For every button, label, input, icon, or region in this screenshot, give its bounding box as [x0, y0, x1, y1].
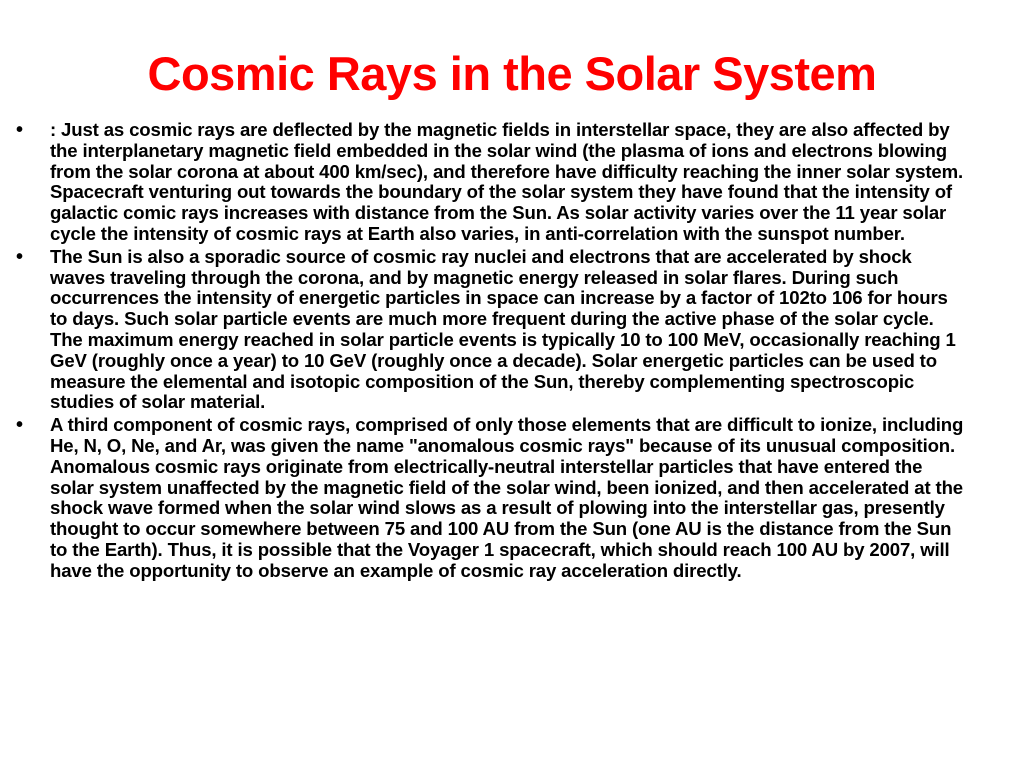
slide-title: Cosmic Rays in the Solar System: [147, 47, 877, 100]
bullet-text: The Sun is also a sporadic source of cosmic ray nuclei and electrons that are accelerated by shock waves traveling through the corona, and by magnetic energy released in solar flares. During such occurrences the intensity of energetic particles in space can increase by a factor of 102to 106 for hours to days. Such solar particle events are much more frequent during the active phase of the solar cycle. The maximum energy reached in solar particle events is typically 10 to 100 MeV, occasionally reaching 1 GeV (roughly once a year) to 10 GeV (roughly once a decade). Solar energetic particles can be used to measure the elemental and isotopic composition of the Sun, thereby complementing spectroscopic studies of solar material.: [50, 245, 956, 413]
bullet-text: A third component of cosmic rays, comprised of only those elements that are difficult to ionize, including He, N, O, Ne, and Ar, was given the name "anomalous cosmic rays" because of its unusual composition. Anomalous cosmic rays originate from electrically-neutral interstellar particles that have entered the solar system unaffected by the magnetic field of the solar wind, been ionized, and then accelerated at the shock wave formed when the solar wind slows as a result of plowing into the interstellar gas, presently thought to occur somewhere between 75 and 100 AU from the Sun (one AU is the distance from the Sun to the Earth). Thus, it is possible that the Voyager 1 spacecraft, which should reach 100 AU by 2007, will have the opportunity to observe an example of cosmic ray acceleration directly.: [50, 414, 964, 581]
bullet-item: [16, 120, 966, 245]
bullet-text: : Just as cosmic rays are deflected by the magnetic fields in interstellar space, they are also affected by the interplanetary magnetic field embedded in the solar wind (the plasma of ions and electrons blowing from the solar corona at about 400 km/sec), and therefore have difficulty reaching the inner solar system. Spacecraft venturing out towards the boundary of the solar system they have found that the intensity of galactic comic rays increases with distance from the Sun. As solar activity varies over the 11 year solar cycle the intensity of cosmic rays at Earth also varies, in anti-correlation with the sunspot number.: [50, 119, 964, 244]
bullet-item: [16, 415, 966, 581]
bullet-icon: •: [16, 414, 24, 437]
bullet-list: [16, 120, 966, 584]
bullet-icon: •: [16, 119, 24, 141]
bullet-item: [16, 247, 966, 413]
bullet-icon: •: [16, 245, 24, 268]
